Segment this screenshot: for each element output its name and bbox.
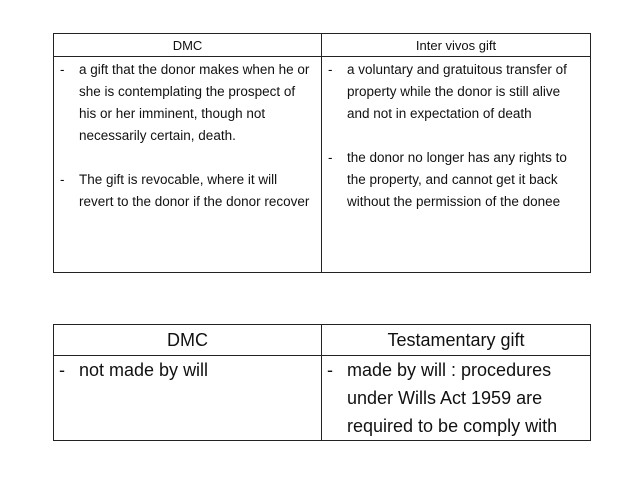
header-dmc: DMC [54, 34, 322, 57]
testamentary-list [322, 356, 586, 440]
comparison-table-inter-vivos [53, 33, 591, 273]
list-item-text: a voluntary and gratuitous transfer of property while the donor is still alive and not in expectation of death [347, 62, 567, 121]
bullet-dash: - [60, 172, 65, 187]
list-item-text: a gift that the donor makes when he or she is contemplating the prospect of his or her imminent, though not necessarily certain, death. [79, 62, 310, 143]
list-item-text: the donor no longer has any rights to the property, and cannot get it back without the permission of the donee [347, 150, 567, 209]
list-item [54, 169, 315, 213]
list-item [54, 59, 315, 147]
table-header-row [54, 34, 591, 57]
list-item [322, 147, 584, 213]
dmc-cell [54, 356, 322, 441]
table-row [54, 356, 591, 441]
inter-vivos-list [322, 59, 584, 213]
list-item [54, 356, 317, 384]
list-item-text: made by will : procedures under Wills Act 1959 are required to be comply with [347, 360, 558, 436]
table-header-row [54, 325, 591, 356]
bullet-dash: - [327, 360, 333, 380]
comparison-table-testamentary [53, 324, 591, 441]
list-item [322, 356, 586, 440]
bullet-dash: - [59, 360, 65, 380]
bullet-dash: - [328, 150, 333, 165]
bullet-dash: - [60, 62, 65, 77]
header-inter-vivos-gift: Inter vivos gift [322, 34, 591, 57]
table-row [54, 57, 591, 273]
header-testamentary-gift: Testamentary gift [322, 325, 591, 356]
dmc-list [54, 356, 317, 384]
dmc-cell [54, 57, 322, 273]
testamentary-cell [322, 356, 591, 441]
list-item-text: not made by will [79, 360, 209, 380]
dmc-list [54, 59, 315, 213]
inter-vivos-cell [322, 57, 591, 273]
list-item [322, 59, 584, 125]
list-item-text: The gift is revocable, where it will revert to the donor if the donor recover [79, 172, 310, 209]
header-dmc: DMC [54, 325, 322, 356]
bullet-dash: - [328, 62, 333, 77]
